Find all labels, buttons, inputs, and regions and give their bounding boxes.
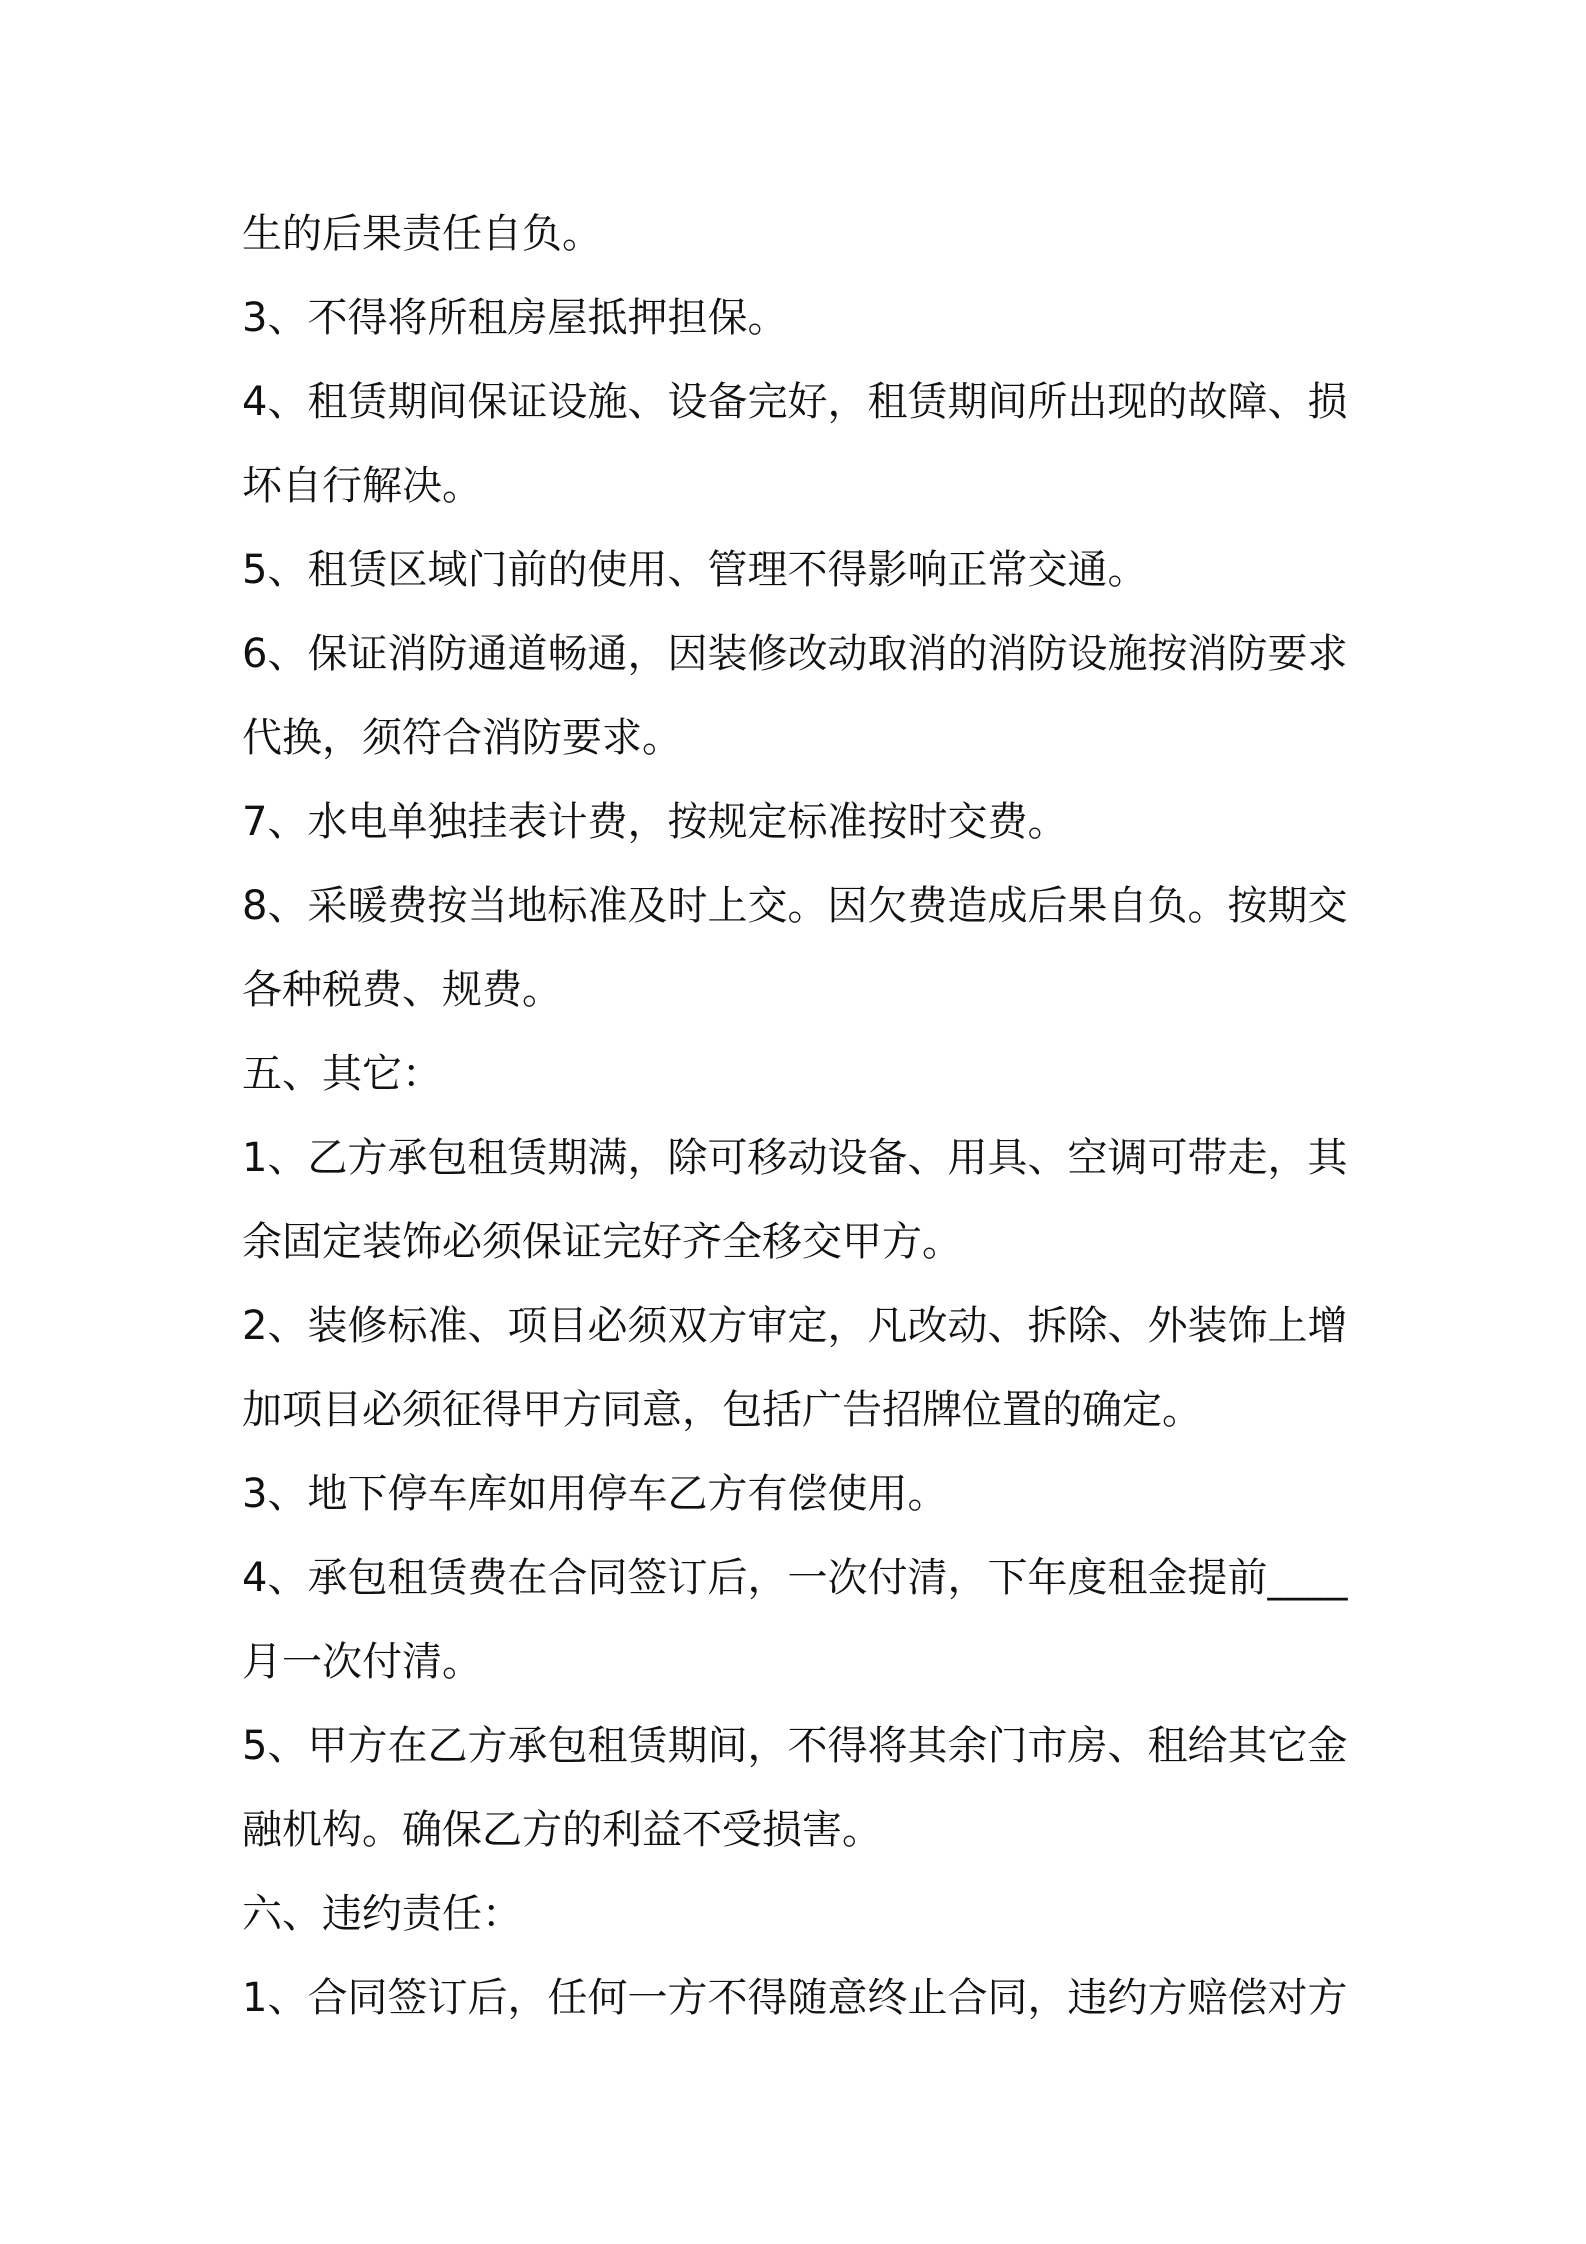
clause-4-3: 3、不得将所租房屋抵押担保。: [242, 295, 788, 341]
text-line-continuation: 生的后果责任自负。: [242, 211, 602, 257]
clause-5-4: 4、承包租赁费在合同签订后，一次付清，下年度租金提前____: [242, 1555, 1348, 1601]
clause-5-5-cont: 融机构。确保乙方的利益不受损害。: [242, 1807, 882, 1853]
clause-5-1: 1、乙方承包租赁期满，除可移动设备、用具、空调可带走，其: [242, 1135, 1348, 1181]
clause-6-1: 1、合同签订后，任何一方不得随意终止合同，违约方赔偿对方: [242, 1975, 1348, 2021]
clause-4-4: 4、租赁期间保证设施、设备完好，租赁期间所出现的故障、损: [242, 379, 1348, 425]
clause-4-7: 7、水电单独挂表计费，按规定标准按时交费。: [242, 799, 1068, 845]
clause-5-1-cont: 余固定装饰必须保证完好齐全移交甲方。: [242, 1219, 962, 1265]
clause-4-6: 6、保证消防通道畅通，因装修改动取消的消防设施按消防要求: [242, 631, 1348, 677]
clause-4-6-cont: 代换，须符合消防要求。: [242, 715, 682, 761]
clause-4-4-cont: 坏自行解决。: [242, 463, 482, 509]
clause-4-8-cont: 各种税费、规费。: [242, 967, 562, 1013]
clause-4-5: 5、租赁区域门前的使用、管理不得影响正常交通。: [242, 547, 1148, 593]
contract-text-block: [242, 192, 1362, 2040]
clause-5-2-cont: 加项目必须征得甲方同意，包括广告招牌位置的确定。: [242, 1387, 1202, 1433]
clause-5-2: 2、装修标准、项目必须双方审定，凡改动、拆除、外装饰上增: [242, 1303, 1348, 1349]
clause-5-3: 3、地下停车库如用停车乙方有偿使用。: [242, 1471, 948, 1517]
section-heading-6: 六、违约责任：: [242, 1891, 522, 1937]
clause-4-8: 8、采暖费按当地标准及时上交。因欠费造成后果自负。按期交: [242, 883, 1348, 929]
clause-5-4-cont: 月一次付清。: [242, 1639, 482, 1685]
clause-5-5: 5、甲方在乙方承包租赁期间，不得将其余门市房、租给其它金: [242, 1723, 1348, 1769]
section-heading-5: 五、其它：: [242, 1051, 442, 1097]
